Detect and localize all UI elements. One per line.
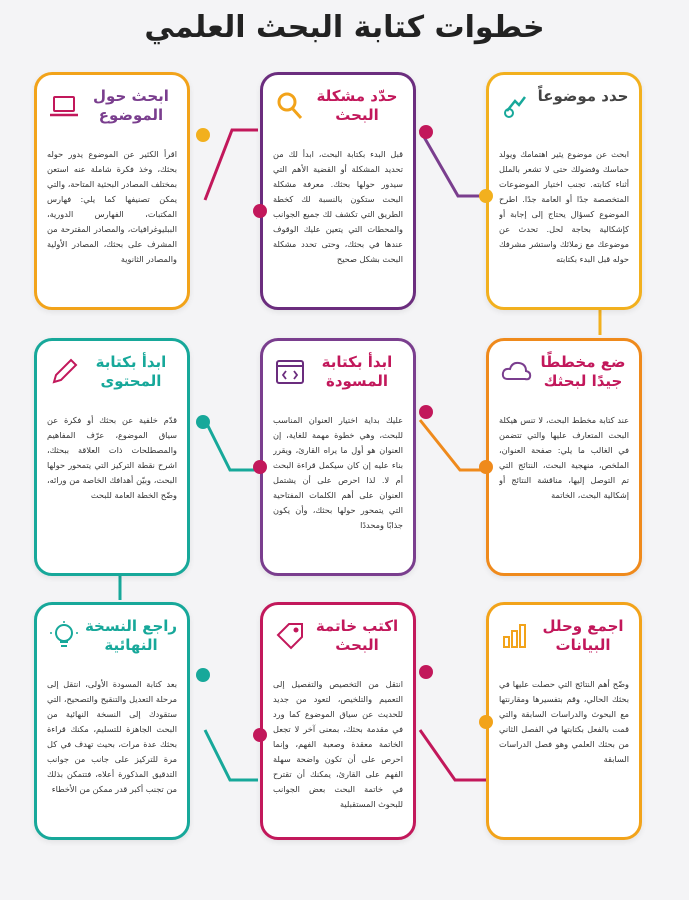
step-description: عند كتابة مخطط البحث، لا تنس هيكلة البحث المتعارف عليها والتي تتضمن في الغالب ما يلي: صفحة العنوان، الملخص، منهجية البحث، النتائج التي تم التوصل إليها، مناقشة النتائج أو إشكالية البحث، الخاتمة — [499, 415, 629, 500]
step-card-choose-topic — [486, 72, 642, 310]
magnifier-icon — [273, 89, 307, 123]
connector-dot — [253, 728, 267, 742]
step-title: اجمع وحلل البيانات — [542, 617, 624, 654]
connector-dot — [419, 125, 433, 139]
connector-dot — [479, 460, 493, 474]
step-title: اكتب خاتمة البحث — [315, 617, 399, 654]
step-description: وضّح أهم النتائج التي حصلت عليها في بحثك الحالي، وقم بتفسيرها ومقارنتها مع البحوث والدراسات السابقة والتي قمت بالفعل بكتابتها في الفصل الثاني من بحثك العلمي وهو فصل الدراسات السابقة — [499, 679, 629, 764]
step-card-write-draft — [260, 338, 416, 576]
step-title: حدد موضوعاً — [537, 87, 629, 105]
step-description: ابحث عن موضوع يثير اهتمامك ويولد حماسك وفضولك حتى لا تشعر بالملل أثناء كتابته. تجنب اختيار الموضوعات المتخصصة جدًا أو العامة جدًا. اطرح الموضوع كسؤال يحتاج إلى إجابة أو كإشكالية بحاجة لحل. تحدث عن موضوعك مع زملائك واستشر مشرفك حوله قبل البدء بكتابته — [499, 149, 629, 264]
step-description: اقرأ الكثير عن الموضوع يدور حوله بحثك، وخذ فكرة شاملة عنه استعن بمختلف المصادر البحثية المتاحة، والتي يمكن تصنيفها كما يلي: فهارس المكتبات، الفهارس الدورية، الببليوغرافيات، والمصادر المقترحة من المشرف على بحثك، المصادر الأولية والمصادر الثانوية — [47, 149, 177, 264]
lightbulb-icon — [47, 619, 81, 653]
step-card-define-problem — [260, 72, 416, 310]
hand-pointer-icon — [499, 89, 533, 123]
tag-icon — [273, 619, 307, 653]
step-card-analyze-data — [486, 602, 642, 840]
step-card-write-conclusion — [260, 602, 416, 840]
step-title: حدّد مشكلة البحث — [316, 87, 398, 124]
step-card-write-content — [34, 338, 190, 576]
connector-dot — [196, 128, 210, 142]
step-title: ابدأ بكتابة المسودة — [321, 353, 393, 390]
step-title: ابدأ بكتابة المحتوى — [95, 353, 167, 390]
connector-dot — [419, 405, 433, 419]
step-description: انتقل من التخصيص والتفصيل إلى التعميم والتلخيص، لتعود من جديد للحديث عن سياق الموضوع كما ورد في مقدمة بحثك، بمعنى آخر لا تجعل الخاتمة معقدة وصعبة الفهم، وإنما احرص على أن تكون واضحة سهلة الفهم على القارئ، يمكنك أن تقترح في خاتمة البحث بعض الجوانب للبحوث المستقبلية — [273, 679, 403, 809]
connector-dot — [253, 460, 267, 474]
bar-chart-icon — [499, 619, 533, 653]
connector-dot — [479, 189, 493, 203]
connector-dot — [253, 204, 267, 218]
step-card-research-topic — [34, 72, 190, 310]
step-title: ابحث حول الموضوع — [93, 87, 169, 124]
connector-dot — [196, 415, 210, 429]
laptop-icon — [47, 89, 81, 123]
step-description: قبل البدء بكتابة البحث، ابدأ لك من تحديد المشكلة أو القضية الأهم التي سيدور حولها بحثك. معرفة مشكلة البحث ستكون بالنسبة لك كخطة الطريق التي تكشف لك جميع الجوانب والمحطات التي يتعين عليك الوقوف عندها في بحثك، وحتى تحدد مشكلة البحث بشكل صحيح — [273, 149, 403, 264]
connector-dot — [479, 715, 493, 729]
step-card-make-outline — [486, 338, 642, 576]
page-title: خطوات كتابة البحث العلمي — [144, 10, 545, 45]
connector-dot — [196, 668, 210, 682]
code-window-icon — [273, 355, 307, 389]
pencil-icon — [47, 355, 81, 389]
step-description: بعد كتابة المسودة الأولى، انتقل إلى مرحلة التعديل والتنقيح والتصحيح، التي ستقودك إلى النسخة النهائية من البحث الجاهزة للتسليم، مكنك قراءة بحثك عدة مرات، بحيث تهدف في كل مرة للتركيز على جانب من جوانب التدقيق المذكورة أعلاه، فتتمكن بذلك من تجنب أكبر قدر ممكن من الأخطاء — [47, 679, 177, 794]
step-description: قدّم خلفية عن بحثك أو فكرة عن سياق الموضوع، عرّف المفاهيم والمصطلحات ذات العلاقة ببحثك، اشرح نقطة التركيز التي يتمحور حولها البحث، وبيّن أهدافك الخاصة من ورائه، وضّح الخطة العامة للبحث — [47, 415, 177, 500]
step-title: ضع مخططًا جيدًا لبحثك — [540, 353, 626, 390]
step-card-review-final — [34, 602, 190, 840]
step-title: راجع النسخة النهائية — [84, 617, 178, 654]
step-description: عليك بداية اختيار العنوان المناسب للبحث، وهي خطوة مهمة للغاية، إن العنوان هو أول ما يراه القارئ، ويقرر بناء عليه إن كان سيكمل قراءة البحث أم لا. لذا احرص على أن يشتمل العنوان على أهم الكلمات المفتاحية التي يتمحور حولها بحثك، وأن يكون جذابًا ومحددًا — [273, 415, 403, 530]
connector-dot — [419, 665, 433, 679]
cloud-icon — [499, 355, 533, 389]
